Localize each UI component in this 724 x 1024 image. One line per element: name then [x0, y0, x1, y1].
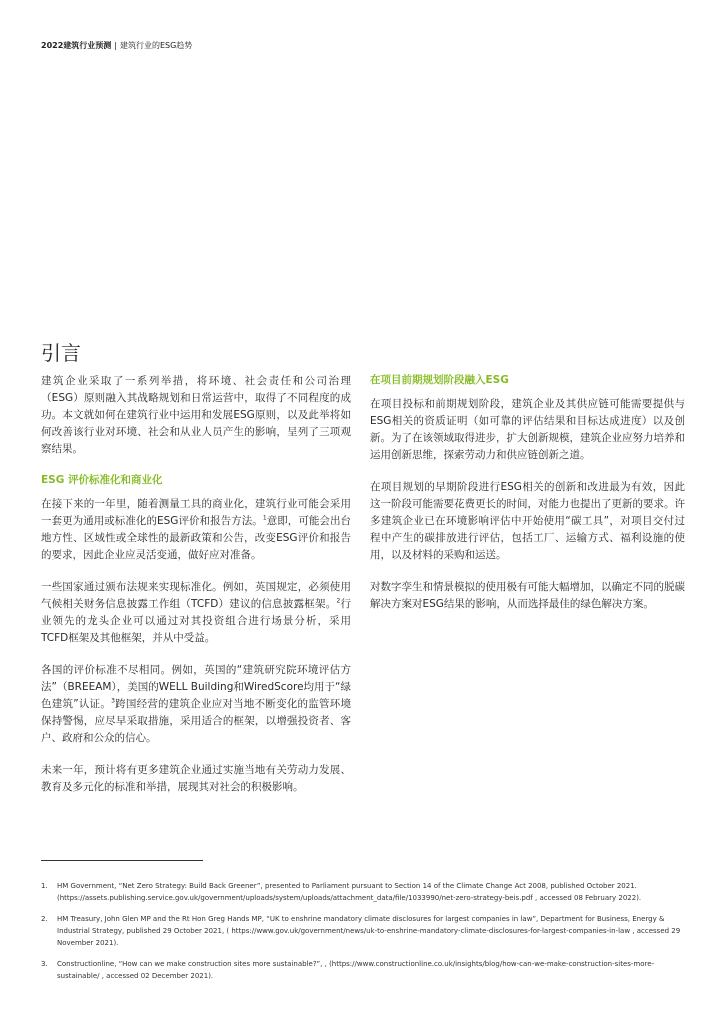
left-column — [41, 373, 351, 811]
running-header — [41, 40, 192, 51]
report-name: 2022建筑行业预测 — [41, 41, 112, 50]
paragraph — [41, 662, 351, 747]
footnote-divider — [41, 860, 203, 861]
paragraph-text: 行业领先的龙头企业可以通过对其投资组合进行场景分析，采用TCFD框架及其他框架，并从中受益。 — [41, 598, 351, 644]
paragraph: 在项目投标和前期规划阶段，建筑企业及其供应链可能需要提供与ESG相关的资质证明（如可靠的评估结果和目标达成进度）以及创新。为了在该领域取得进步，扩大创新规模，建筑企业应努力培养和运用创新思维，探索劳动力和供应链创新之道。 — [370, 398, 685, 461]
footnote-number: 3. — [41, 960, 48, 968]
section-heading-planning: 在项目前期规划阶段融入ESG — [370, 374, 509, 386]
paragraph-text: 意即，可能会出台地方性、区域性或全球性的最新政策和公告，改变ESG评价和报告的要求，因此企业应灵活变通，做好应对准备。 — [41, 515, 352, 561]
footnotes — [41, 880, 686, 991]
section-name: 建筑行业的ESG趋势 — [119, 41, 193, 50]
right-column — [370, 373, 685, 628]
footnote-text: Constructionline, “How can we make construction sites more sustainable?”, , (https://www.constructionline.co.uk/insights/blog/how-can-we-make-construction-sites-more-sustainable/ , accessed 02 December 2021). — [57, 960, 655, 980]
paragraph: 对数字孪生和情景模拟的使用极有可能大幅增加，以确定不同的脱碳解决方案对ESG结果的影响，从而选择最佳的绿色解决方案。 — [370, 581, 685, 610]
footnote — [41, 958, 686, 982]
intro-paragraph: 建筑企业采取了一系列举措，将环境、社会责任和公司治理（ESG）原则融入其战略规划和日常运营中，取得了不同程度的成功。本文就如何在建筑行业中运用和发展ESG原则，以及此举将如何改善该行业对环境、社会和从业人员产生的影响，呈列了三项观察结果。 — [41, 375, 351, 455]
section-heading-standardization: ESG 评价标准化和商业化 — [41, 474, 163, 486]
paragraph-text: 跨国经营的建筑企业应对当地不断变化的监管环境保持警惕，应尽早采取措施，采用适合的框架，以增强投资者、客户、政府和公众的信心。 — [41, 698, 351, 744]
paragraph-text: 在接下来的一年里，随着测量工具的商业化，建筑行业可能会采用一套更为通用或标准化的ESG评价和报告方法。 — [41, 498, 351, 527]
paragraph-text: 一些国家通过颁布法规来实现标准化。例如，英国规定，必须使用气候相关财务信息披露工作组（TCFD）建议的信息披露框架。 — [41, 581, 351, 610]
footnote-number: 2. — [41, 915, 48, 923]
footnote — [41, 913, 686, 949]
footnote-ref[interactable]: 2 — [336, 597, 341, 605]
footnote-ref[interactable]: 1 — [262, 514, 267, 522]
paragraph: 未来一年，预计将有更多建筑企业通过实施当地有关劳动力发展、教育及多元化的标准和举措，展现其对社会的积极影响。 — [41, 764, 351, 793]
footnote — [41, 880, 686, 904]
paragraph — [41, 496, 351, 564]
paragraph-text: 各国的评价标准不尽相同。例如，英国的“建筑研究院环境评估方法”（BREEAM），美国的WELL Building和WiredScore均用于“绿色建筑”认证。 — [41, 664, 351, 710]
page-title: 引言 — [41, 341, 81, 365]
paragraph: 在项目规划的早期阶段进行ESG相关的创新和改进最为有效，因此这一阶段可能需要花费更长的时间，对能力也提出了更新的要求。许多建筑企业已在环境影响评估中开始使用“碳工具”，对项目交付过程中产生的碳排放进行评估，包括工厂、运输方式、福利设施的使用，以及材料的采购和运送。 — [370, 481, 685, 561]
footnote-number: 1. — [41, 882, 48, 890]
paragraph — [41, 579, 351, 647]
footnote-text: HM Government, “Net Zero Strategy: Build Back Greener”, presented to Parliament pursuant to Section 14 of the Climate Change Act 2008, published October 2021. (https://assets.publishing.service.gov.uk/government/uploads/system/uploads/attachment_data/file/1033990/net-zero-strategy-beis.pdf , accessed 08 February 2022). — [57, 882, 642, 902]
footnote-text: HM Treasury, John Glen MP and the Rt Hon Greg Hands MP, “UK to enshrine mandatory climate disclosures for largest companies in law”, Department for Business, Energy & Industrial Strategy, published 29 October 2021, ( https://www.gov.uk/government/news/uk-to-enshrine-mandatory-climate-disclosures-for-largest-companies-in-law , accessed 29 November 2021). — [57, 915, 681, 947]
header-separator: | — [114, 41, 117, 50]
footnote-ref[interactable]: 3 — [111, 697, 115, 705]
